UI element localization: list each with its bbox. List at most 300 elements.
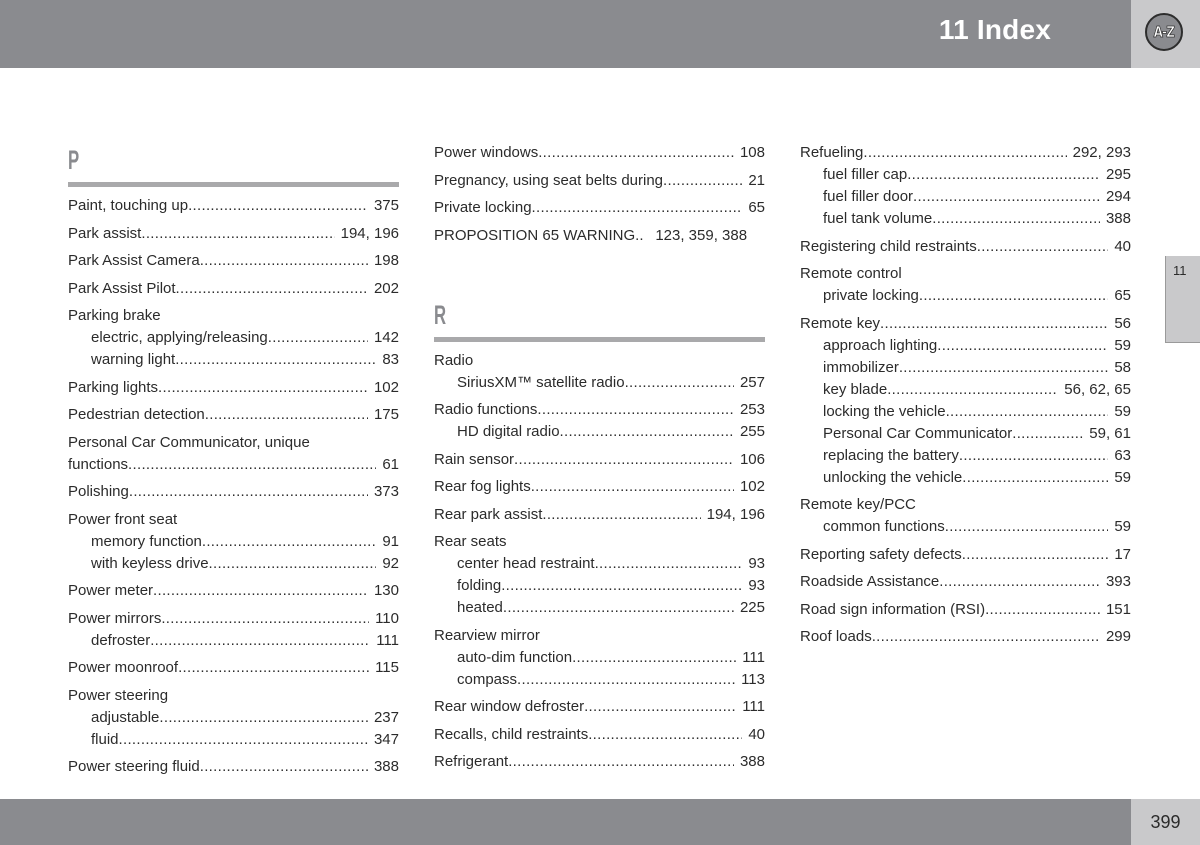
dot-leader: [899, 357, 1108, 379]
index-entry-line[interactable]: [68, 756, 399, 778]
page-reference[interactable]: 237: [373, 708, 399, 726]
entry-label: Reporting safety defects: [800, 545, 962, 563]
index-subentry[interactable]: [800, 164, 1131, 186]
letter-divider: [68, 182, 399, 187]
index-subentry[interactable]: [434, 372, 765, 394]
dot-leader: [531, 476, 734, 498]
page-reference[interactable]: 65: [1114, 287, 1131, 304]
index-entry-line[interactable]: [68, 481, 399, 503]
letter-heading: R: [434, 299, 447, 330]
dot-leader: [962, 467, 1108, 489]
dot-leader: [945, 516, 1109, 538]
entry-label: fuel filler cap: [823, 166, 908, 183]
index-entry-line: [68, 432, 399, 454]
page-reference[interactable]: 295: [1105, 166, 1131, 183]
index-entry: [68, 580, 399, 602]
index-entry: [434, 696, 765, 718]
entry-label: HD digital radio: [457, 423, 560, 440]
entry-label: key blade: [823, 380, 888, 398]
entry-label: PROPOSITION 65 WARNING.: [434, 226, 640, 244]
index-entry: [68, 195, 399, 217]
index-subentry[interactable]: [434, 553, 765, 575]
entry-label: Refrigerant: [434, 753, 509, 770]
footer-bar: [0, 799, 1131, 845]
index-entry: [800, 626, 1131, 648]
index-entry-line[interactable]: [434, 724, 765, 746]
entry-label: center head restraint: [457, 555, 595, 572]
dot-leader: [977, 236, 1109, 258]
dot-leader: [985, 599, 1100, 621]
entry-label: Road sign information (RSI): [800, 600, 986, 618]
index-subentry[interactable]: [68, 349, 399, 371]
page-reference[interactable]: 40: [748, 725, 765, 743]
index-entry-line[interactable]: [434, 170, 765, 192]
index-entry: [434, 449, 765, 471]
dot-leader: [178, 657, 369, 679]
index-subentry[interactable]: [800, 186, 1131, 208]
index-subentry[interactable]: [800, 467, 1131, 489]
index-entry: [800, 236, 1131, 258]
page-reference[interactable]: 151: [1105, 600, 1131, 618]
index-entry: [434, 724, 765, 746]
dot-leader: [532, 197, 743, 219]
dot-leader: [542, 504, 700, 526]
dot-leader: [514, 449, 734, 471]
index-subentry[interactable]: [800, 379, 1131, 401]
index-entry: [68, 223, 399, 245]
page-reference[interactable]: 59: [1114, 402, 1131, 420]
index-subentry[interactable]: [800, 335, 1131, 357]
index-entry: [68, 756, 399, 778]
index-subentry[interactable]: [68, 630, 399, 652]
index-entry: [434, 476, 765, 498]
index-entry-line[interactable]: [800, 626, 1131, 648]
entry-label: fuel filler door: [823, 188, 914, 205]
index-subentry[interactable]: [68, 729, 399, 751]
entry-label: Remote key/PCC: [800, 496, 916, 513]
index-entry-line[interactable]: [68, 580, 399, 602]
entry-label: Power meter: [68, 582, 154, 599]
dot-leader: [538, 142, 734, 164]
page-reference[interactable]: 91: [382, 532, 399, 550]
page-reference[interactable]: 102: [373, 378, 399, 396]
index-entry-line[interactable]: [434, 142, 765, 164]
a-z-icon: [1145, 13, 1183, 51]
page-reference[interactable]: 113: [741, 670, 765, 688]
index-column-3: [800, 142, 1131, 648]
index-entry-line: [800, 494, 1131, 516]
entry-label: Radio functions: [434, 401, 538, 418]
entry-label: Rear fog lights: [434, 478, 531, 495]
index-entry: [68, 657, 399, 679]
entry-label: fluid: [91, 730, 119, 748]
entry-label: Rear seats: [434, 533, 507, 550]
index-entry: [434, 197, 765, 219]
index-entry: [68, 404, 399, 426]
dot-leader: [1012, 423, 1083, 445]
dot-leader: [159, 707, 368, 729]
index-entry: [800, 571, 1131, 593]
dot-leader: [209, 553, 377, 575]
dot-leader: [153, 580, 368, 602]
dot-leader: [663, 170, 742, 192]
dot-leader: [880, 313, 1108, 335]
entry-label: Park Assist Camera: [68, 252, 200, 269]
page-reference[interactable]: 59: [1114, 468, 1131, 486]
index-entry: [434, 350, 765, 394]
entry-label: defroster: [91, 631, 151, 649]
a-z-icon-text: A-Z: [1153, 23, 1175, 41]
entry-label: memory function: [91, 532, 202, 550]
dot-leader: [588, 724, 742, 746]
index-entry: [68, 685, 399, 751]
entry-label: Park Assist Pilot: [68, 279, 176, 297]
entry-label: Power moonroof: [68, 659, 179, 676]
index-entry-line[interactable]: [800, 142, 1131, 164]
page-reference[interactable]: 198: [373, 252, 399, 269]
dot-leader: [161, 608, 369, 630]
dot-leader: [639, 225, 645, 247]
page-reference[interactable]: 59, 61: [1089, 424, 1131, 442]
page-reference[interactable]: 257: [739, 373, 765, 391]
index-subentry[interactable]: [434, 421, 765, 443]
entry-label: immobilizer: [823, 358, 899, 376]
index-subentry[interactable]: [800, 445, 1131, 467]
page-reference[interactable]: 299: [1105, 628, 1131, 645]
page-reference[interactable]: 202: [373, 279, 399, 297]
entry-label: Refueling: [800, 144, 864, 161]
index-column-1: [68, 144, 399, 778]
page-reference[interactable]: 225: [739, 599, 765, 616]
dot-leader: [595, 553, 743, 575]
page-reference[interactable]: 388: [739, 753, 765, 770]
index-entry: [800, 263, 1131, 307]
page-reference[interactable]: 56, 62, 65: [1064, 380, 1131, 398]
entry-label: warning light: [91, 351, 176, 368]
entry-label: Parking brake: [68, 307, 161, 324]
dot-leader: [503, 597, 734, 619]
page-reference[interactable]: 93: [748, 555, 765, 572]
index-entry-line: [68, 305, 399, 327]
chapter-side-tab-label: 11: [1173, 263, 1187, 278]
index-entry: [68, 432, 399, 476]
dot-leader: [188, 195, 368, 217]
entry-label: Recalls, child restraints: [434, 725, 589, 743]
index-subentry[interactable]: [68, 707, 399, 729]
index-column-2: [434, 142, 765, 773]
index-subentry[interactable]: [434, 597, 765, 619]
page-reference[interactable]: 142: [373, 329, 399, 346]
index-entry: [68, 509, 399, 575]
page-reference[interactable]: 40: [1114, 237, 1131, 255]
entry-label: Private locking: [434, 199, 532, 216]
page-reference[interactable]: 93: [748, 577, 765, 594]
index-entry-line[interactable]: [800, 571, 1131, 593]
letter-divider: [434, 337, 765, 342]
page-reference[interactable]: 92: [382, 554, 399, 572]
dot-leader: [932, 208, 1100, 230]
page-reference[interactable]: 115: [375, 659, 399, 676]
dot-leader: [202, 531, 376, 553]
index-subentry[interactable]: [434, 669, 765, 691]
page-reference[interactable]: 292, 293: [1072, 144, 1131, 161]
entry-label: fuel tank volume: [823, 210, 933, 227]
entry-label: Rear park assist: [434, 505, 543, 523]
index-entry-line[interactable]: [68, 657, 399, 679]
dot-leader: [863, 142, 1066, 164]
entry-label: Power windows: [434, 144, 539, 161]
entry-label: Polishing: [68, 483, 129, 500]
index-subentry[interactable]: [800, 208, 1131, 230]
index-entry-line[interactable]: [800, 544, 1131, 566]
entry-label: Paint, touching up: [68, 197, 189, 214]
letter-heading: P: [68, 145, 80, 175]
letter-section-r: [434, 299, 765, 774]
index-entry-line[interactable]: [800, 313, 1131, 335]
index-entry-line: [434, 350, 765, 372]
entry-label: locking the vehicle: [823, 402, 946, 420]
page-reference[interactable]: 130: [373, 582, 399, 599]
dot-leader: [158, 377, 368, 399]
index-entry: [68, 377, 399, 399]
entry-label: private locking: [823, 287, 919, 304]
dot-leader: [501, 575, 742, 597]
index-entry-line[interactable]: [68, 608, 399, 630]
page-reference[interactable]: 175: [373, 406, 399, 423]
page-reference[interactable]: 111: [742, 698, 765, 715]
index-entry-line[interactable]: [800, 599, 1131, 621]
entry-label: Rearview mirror: [434, 626, 540, 644]
index-entry-line[interactable]: [434, 504, 765, 526]
index-subentry[interactable]: [434, 647, 765, 669]
entry-label: Pedestrian detection: [68, 406, 205, 423]
index-entry: [434, 170, 765, 192]
page-reference[interactable]: 21: [748, 171, 765, 189]
chapter-side-tab[interactable]: [1165, 256, 1200, 343]
dot-leader: [560, 421, 734, 443]
dot-leader: [887, 379, 1058, 401]
page-number: 399: [1131, 799, 1200, 845]
entry-label: Roof loads: [800, 628, 872, 645]
index-entry-line[interactable]: [434, 751, 765, 773]
entry-label: Power steering fluid: [68, 758, 200, 775]
index-entry: [68, 305, 399, 371]
page-reference[interactable]: 65: [748, 199, 765, 216]
page-reference[interactable]: 388: [373, 758, 399, 775]
entry-label: Pregnancy, using seat belts during: [434, 171, 664, 189]
page-reference[interactable]: 110: [375, 609, 399, 627]
index-entry-line[interactable]: [68, 250, 399, 272]
page-reference[interactable]: 375: [373, 197, 399, 214]
index-entry: [434, 504, 765, 526]
index-entry: [800, 544, 1131, 566]
page-reference[interactable]: 58: [1114, 358, 1131, 376]
entry-label: Remote control: [800, 265, 902, 282]
dot-leader: [176, 278, 368, 300]
entry-label: with keyless drive: [91, 554, 209, 572]
index-entry: [68, 481, 399, 503]
page-reference[interactable]: 194, 196: [706, 505, 765, 523]
page-reference[interactable]: 106: [739, 450, 765, 468]
dot-leader: [200, 756, 368, 778]
page-reference[interactable]: 347: [373, 730, 399, 748]
letter-section-continued: [434, 142, 765, 247]
dot-leader: [937, 335, 1108, 357]
index-entry-line[interactable]: [68, 404, 399, 426]
entry-label: heated: [457, 599, 503, 616]
page-reference[interactable]: 17: [1114, 545, 1131, 563]
index-entry-line: [68, 509, 399, 531]
dot-leader: [946, 401, 1109, 423]
index-entry-line[interactable]: [434, 399, 765, 421]
dot-leader: [517, 669, 735, 691]
chapter-title: 11 Index: [938, 14, 1051, 45]
entry-label: Personal Car Communicator: [823, 424, 1013, 442]
dot-leader: [537, 399, 734, 421]
entry-label: Rear window defroster: [434, 698, 585, 715]
index-subentry[interactable]: [434, 575, 765, 597]
entry-label: Rain sensor: [434, 450, 515, 468]
entry-label: Personal Car Communicator, unique: [68, 433, 310, 451]
dot-leader: [150, 630, 370, 652]
dot-leader: [872, 626, 1100, 648]
index-entry: [800, 313, 1131, 489]
index-entry-line: [434, 531, 765, 553]
header-badge: [1131, 0, 1200, 68]
index-subentry[interactable]: [68, 553, 399, 575]
index-entry: [434, 399, 765, 443]
index-entry-line[interactable]: [800, 236, 1131, 258]
dot-leader: [939, 571, 1100, 593]
index-entry-line[interactable]: [68, 195, 399, 217]
dot-leader: [129, 481, 368, 503]
index-entry-line[interactable]: [68, 377, 399, 399]
page-reference[interactable]: 61: [382, 455, 399, 473]
entry-label: Parking lights: [68, 378, 159, 396]
dot-leader: [175, 349, 376, 371]
dot-leader: [200, 250, 368, 272]
page-reference[interactable]: 59: [1114, 336, 1131, 354]
page-reference[interactable]: 194, 196: [340, 224, 399, 242]
entry-label: Park assist: [68, 224, 142, 242]
dot-leader: [205, 404, 368, 426]
page-reference[interactable]: 63: [1114, 446, 1131, 464]
entry-label: Power steering: [68, 686, 169, 704]
index-entry-line: [434, 625, 765, 647]
index-entry-line: [800, 263, 1131, 285]
entry-label: adjustable: [91, 708, 160, 726]
index-subentry[interactable]: [68, 327, 399, 349]
index-subentry[interactable]: [800, 357, 1131, 379]
index-entry: [434, 531, 765, 619]
page-reference[interactable]: 111: [376, 631, 399, 649]
index-entry: [434, 225, 765, 247]
entry-label: Remote key: [800, 314, 881, 332]
entry-label: folding: [457, 577, 502, 594]
entry-label: functions: [68, 455, 129, 473]
entry-label: Power mirrors: [68, 609, 162, 627]
letter-section-continued: [800, 142, 1131, 648]
page-reference[interactable]: 123, 359, 388: [655, 226, 748, 244]
entry-label: approach lighting: [823, 336, 938, 354]
entry-label: unlocking the vehicle: [823, 468, 963, 486]
index-entry: [68, 278, 399, 300]
index-entry: [800, 142, 1131, 230]
entry-label: auto-dim function: [457, 648, 573, 666]
index-entry: [434, 625, 765, 691]
dot-leader: [625, 372, 734, 394]
page-reference[interactable]: 255: [739, 423, 765, 440]
page-reference[interactable]: 388: [1105, 210, 1131, 227]
dot-leader: [907, 164, 1100, 186]
dot-leader: [141, 223, 334, 245]
index-entry-line[interactable]: [434, 225, 765, 247]
index-entry-line[interactable]: [68, 454, 399, 476]
entry-label: Roadside Assistance: [800, 573, 940, 590]
index-entry-line[interactable]: [68, 278, 399, 300]
letter-section-p: [68, 144, 399, 778]
entry-label: Radio: [434, 351, 474, 369]
page-reference[interactable]: 59: [1114, 518, 1131, 535]
entry-label: Registering child restraints: [800, 237, 977, 255]
index-entry-line[interactable]: [434, 449, 765, 471]
index-subentry[interactable]: [800, 401, 1131, 423]
dot-leader: [128, 454, 376, 476]
index-entry: [800, 599, 1131, 621]
page-reference[interactable]: 253: [739, 401, 765, 418]
index-subentry[interactable]: [800, 423, 1131, 445]
dot-leader: [962, 544, 1109, 566]
index-entry-line[interactable]: [68, 223, 399, 245]
letter-heading-block: [434, 299, 765, 342]
dot-leader: [268, 327, 368, 349]
index-subentry[interactable]: [800, 516, 1131, 538]
entry-label: SiriusXM™ satellite radio: [457, 373, 625, 391]
page-reference[interactable]: 83: [382, 351, 399, 368]
index-entry-line[interactable]: [434, 197, 765, 219]
index-entry-line[interactable]: [434, 696, 765, 718]
index-subentry[interactable]: [68, 531, 399, 553]
index-entry: [434, 751, 765, 773]
index-entry: [434, 142, 765, 164]
page-reference[interactable]: 393: [1105, 573, 1131, 590]
page-reference[interactable]: 102: [739, 478, 765, 495]
index-entry: [68, 608, 399, 652]
dot-leader: [584, 696, 736, 718]
dot-leader: [508, 751, 734, 773]
index-entry: [68, 250, 399, 272]
page-reference[interactable]: 373: [373, 483, 399, 500]
dot-leader: [913, 186, 1100, 208]
dot-leader: [572, 647, 736, 669]
index-entry: [800, 494, 1131, 538]
index-entry-line[interactable]: [434, 476, 765, 498]
letter-heading-block: [68, 144, 399, 187]
dot-leader: [119, 729, 368, 751]
dot-leader: [959, 445, 1108, 467]
header-bar: [0, 0, 1131, 68]
entry-label: electric, applying/releasing: [91, 329, 268, 346]
entry-label: replacing the battery: [823, 446, 959, 464]
dot-leader: [919, 285, 1108, 307]
page-reference[interactable]: 108: [739, 144, 765, 161]
index-entry-line: [68, 685, 399, 707]
page-reference[interactable]: 111: [742, 648, 765, 666]
page-reference[interactable]: 294: [1105, 188, 1131, 205]
entry-label: Power front seat: [68, 510, 178, 528]
index-subentry[interactable]: [800, 285, 1131, 307]
page-reference[interactable]: 56: [1114, 314, 1131, 332]
